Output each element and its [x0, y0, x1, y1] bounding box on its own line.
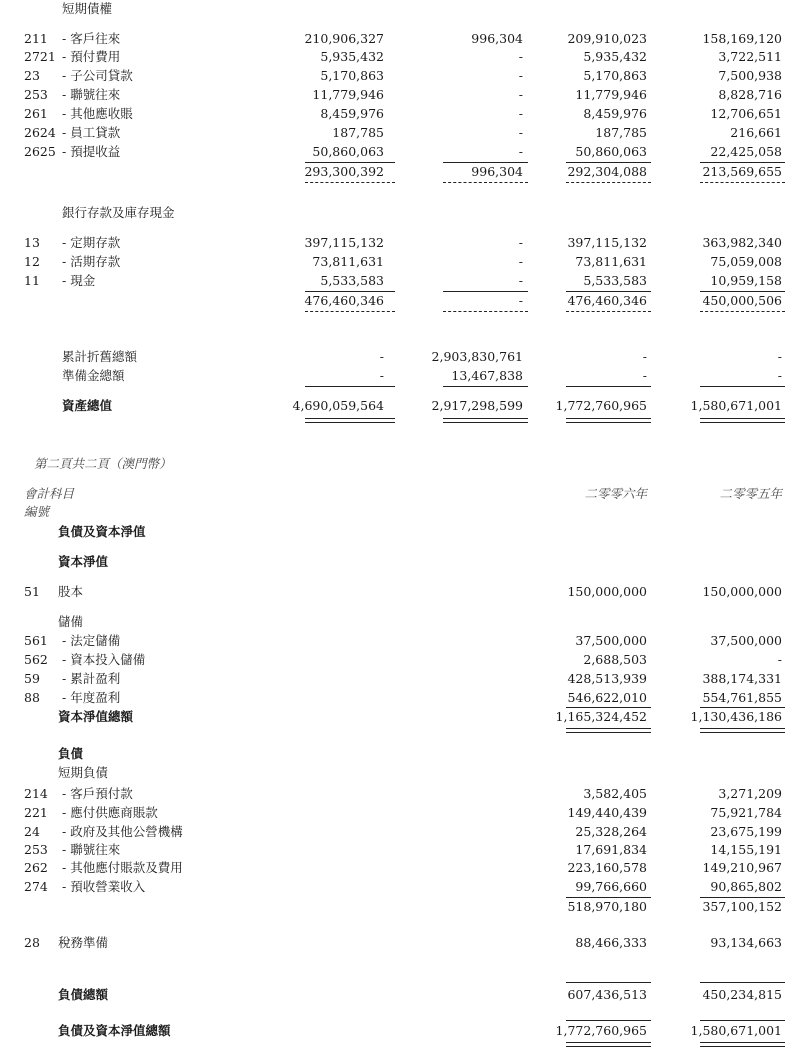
amount-2006: 1,772,760,965: [555, 1023, 647, 1038]
amount-2006: 223,160,578: [567, 860, 647, 875]
account-label: - 聯號往來: [62, 87, 121, 102]
year-2005-header: 二零零五年: [719, 486, 782, 501]
amount-2006: 428,513,939: [567, 671, 647, 686]
section-heading-label: 銀行存款及庫存現金: [62, 205, 175, 220]
amount-col1: 5,935,432: [320, 49, 384, 64]
account-label: 股本: [58, 584, 84, 599]
amount-2006: 1,165,324,452: [555, 709, 647, 724]
dashed-rule: [443, 311, 528, 312]
amount-col3: -: [642, 368, 647, 383]
table-row: [0, 689, 807, 707]
table-row: [0, 823, 807, 841]
amount-2006: 37,500,000: [575, 633, 647, 648]
amount-col3: 5,533,583: [583, 273, 647, 288]
amount-col2: -: [518, 273, 523, 288]
liab-equity-heading-row: [0, 523, 807, 541]
account-label: - 其他應付賬款及費用: [62, 860, 183, 875]
table-row: [0, 804, 807, 822]
table-row: [0, 143, 807, 161]
account-label: - 聯號往來: [62, 842, 121, 857]
account-label: - 其他應收賬: [62, 106, 133, 121]
amount-col3: 11,779,946: [575, 87, 647, 102]
amount-2006: 607,436,513: [567, 987, 647, 1002]
amount-2005: 150,000,000: [702, 584, 782, 599]
total-rule: [700, 982, 785, 983]
amount-col3: 73,811,631: [575, 254, 647, 269]
amount-col2: -: [518, 144, 523, 159]
account-code: 51: [24, 584, 40, 599]
equity-total-label: 資本淨值總額: [58, 709, 134, 724]
double-underline: [700, 1042, 785, 1047]
amount-col1: 397,115,132: [304, 235, 384, 250]
amount-2005: 554,761,855: [702, 690, 782, 705]
table-row: [0, 67, 807, 85]
short-liab-heading: 短期負債: [58, 765, 109, 780]
amount-2006: 88,466,333: [575, 935, 647, 950]
page-label: 第二頁共二頁（澳門幣）: [34, 456, 172, 471]
amount-col4: 363,982,340: [702, 235, 782, 250]
total-col4: 1,580,671,001: [690, 398, 782, 413]
account-label: - 年度盈利: [62, 690, 121, 705]
total-rule: [566, 386, 651, 387]
section-heading-short-term-receivables: [0, 0, 807, 18]
amount-col2: -: [518, 254, 523, 269]
total-rule: [566, 982, 651, 983]
amount-2006: 149,440,439: [567, 805, 647, 820]
dashed-rule: [700, 311, 785, 312]
amount-col3: -: [642, 349, 647, 364]
amount-2006: 546,622,010: [567, 690, 647, 705]
account-label: 準備金總額: [62, 368, 125, 383]
short-liab-total-row: [0, 898, 807, 916]
account-number-header: 編號: [24, 504, 50, 519]
amount-2005: 1,130,436,186: [690, 709, 782, 724]
amount-col3: 5,935,432: [583, 49, 647, 64]
amount-2005: 3,271,209: [718, 786, 782, 801]
amount-col2: 2,903,830,761: [431, 349, 523, 364]
account-code: 88: [24, 690, 40, 705]
account-label: - 客戶往來: [62, 31, 121, 46]
amount-col2: -: [518, 125, 523, 140]
subtotal-col2: -: [518, 293, 523, 308]
amount-col3: 209,910,023: [567, 31, 647, 46]
account-label: 累計折舊總額: [62, 349, 138, 364]
amount-2005: 37,500,000: [710, 633, 782, 648]
subtotal-row: [0, 292, 807, 310]
account-code: 262: [24, 860, 48, 875]
double-underline: [305, 418, 395, 423]
tax-provision-row: [0, 934, 807, 952]
table-row-depreciation: [0, 348, 807, 366]
account-label: - 預提收益: [62, 144, 121, 159]
amount-col4: 158,169,120: [702, 31, 782, 46]
amount-col1: 73,811,631: [312, 254, 384, 269]
table-row: [0, 632, 807, 650]
amount-col4: 8,828,716: [718, 87, 782, 102]
amount-col2: -: [518, 68, 523, 83]
account-code: 561: [24, 633, 48, 648]
equity-heading-row: [0, 553, 807, 571]
amount-2006: 25,328,264: [575, 824, 647, 839]
account-label: - 客戶預付款: [62, 786, 133, 801]
account-label: - 活期存款: [62, 254, 121, 269]
account-label: - 政府及其他公營機構: [62, 824, 183, 839]
table-row: [0, 105, 807, 123]
account-label: - 現金: [62, 273, 96, 288]
account-code: 274: [24, 879, 48, 894]
amount-2005: 450,234,815: [702, 987, 782, 1002]
amount-col1: -: [379, 368, 384, 383]
total-rule: [443, 386, 528, 387]
grand-total-row: [0, 1022, 807, 1040]
amount-2005: 357,100,152: [702, 899, 782, 914]
table-row: [0, 253, 807, 271]
table-row: [0, 234, 807, 252]
table-row: [0, 785, 807, 803]
subtotal-col2: 996,304: [471, 164, 523, 179]
dashed-rule: [443, 182, 528, 183]
subtotal-col1: 476,460,346: [304, 293, 384, 308]
amount-col4: 12,706,651: [710, 106, 782, 121]
subtotal-row: [0, 163, 807, 181]
amount-col4: 75,059,008: [710, 254, 782, 269]
subtotal-col3: 476,460,346: [567, 293, 647, 308]
liab-equity-heading: 負債及資本淨值: [58, 524, 146, 539]
total-rule: [700, 1020, 785, 1021]
double-underline: [700, 418, 785, 423]
table-row: [0, 272, 807, 290]
amount-2005: -: [777, 652, 782, 667]
account-code: 23: [24, 68, 40, 83]
amount-2006: 150,000,000: [567, 584, 647, 599]
liabilities-heading: 負債: [58, 746, 84, 761]
account-label: - 定期存款: [62, 235, 121, 250]
dashed-rule: [305, 182, 395, 183]
subtotal-col1: 293,300,392: [304, 164, 384, 179]
amount-col3: 8,459,976: [583, 106, 647, 121]
dashed-rule: [566, 311, 651, 312]
dashed-rule: [305, 311, 395, 312]
account-code: 253: [24, 842, 48, 857]
short-liab-heading-row: [0, 764, 807, 782]
account-label: - 子公司貸款: [62, 68, 133, 83]
account-label: - 資本投入儲備: [62, 652, 146, 667]
subtotal-col4: 213,569,655: [702, 164, 782, 179]
year-2006-header: 二零零六年: [584, 486, 647, 501]
amount-col1: 8,459,976: [320, 106, 384, 121]
table-row: [0, 859, 807, 877]
reserves-heading: 儲備: [58, 614, 84, 629]
amount-col1: 187,785: [332, 125, 384, 140]
amount-2005: 75,921,784: [710, 805, 782, 820]
account-code: 12: [24, 254, 40, 269]
total-assets-row: [0, 397, 807, 415]
amount-col3: 50,860,063: [575, 144, 647, 159]
amount-col4: 7,500,938: [718, 68, 782, 83]
amount-2005: 90,865,802: [710, 879, 782, 894]
table-row: [0, 841, 807, 859]
table-row: [0, 48, 807, 66]
account-code: 211: [24, 31, 48, 46]
page-label-row: [0, 455, 807, 473]
account-code: 214: [24, 786, 48, 801]
amount-col3: 397,115,132: [567, 235, 647, 250]
table-row: [0, 124, 807, 142]
reserves-heading-row: [0, 613, 807, 631]
account-label: - 預收營業收入: [62, 879, 146, 894]
account-label: - 累計盈利: [62, 671, 121, 686]
account-code: 253: [24, 87, 48, 102]
double-underline: [566, 1042, 651, 1047]
amount-col1: 50,860,063: [312, 144, 384, 159]
amount-col2: -: [518, 87, 523, 102]
section-heading-bank-deposits: [0, 204, 807, 222]
amount-col1: -: [379, 349, 384, 364]
liab-total-row: [0, 986, 807, 1004]
account-title-header: 會計科目: [24, 486, 75, 501]
table-row: [0, 651, 807, 669]
total-rule: [566, 1020, 651, 1021]
amount-2006: 518,970,180: [567, 899, 647, 914]
amount-col2: -: [518, 106, 523, 121]
amount-col1: 11,779,946: [312, 87, 384, 102]
grand-total-label: 負債及資本淨值總額: [58, 1023, 171, 1038]
dashed-rule: [700, 182, 785, 183]
table-row: [0, 670, 807, 688]
column-header-row: [0, 485, 807, 503]
amount-2005: 23,675,199: [710, 824, 782, 839]
table-row: [0, 878, 807, 896]
amount-col1: 5,170,863: [320, 68, 384, 83]
amount-2006: 99,766,660: [575, 879, 647, 894]
amount-2005: 93,134,663: [710, 935, 782, 950]
share-capital-row: [0, 583, 807, 601]
equity-total-row: [0, 708, 807, 726]
amount-col4: 216,661: [730, 125, 782, 140]
amount-col2: 996,304: [471, 31, 523, 46]
amount-2005: 1,580,671,001: [690, 1023, 782, 1038]
dashed-rule: [566, 182, 651, 183]
amount-col1: 210,906,327: [304, 31, 384, 46]
double-underline: [566, 418, 651, 423]
total-col2: 2,917,298,599: [431, 398, 523, 413]
account-label: - 員工貸款: [62, 125, 121, 140]
double-underline: [700, 728, 785, 733]
total-col1: 4,690,059,564: [292, 398, 384, 413]
amount-col1: 5,533,583: [320, 273, 384, 288]
total-assets-label: 資產總值: [62, 398, 113, 413]
amount-col2: 13,467,838: [451, 368, 523, 383]
amount-col2: -: [518, 49, 523, 64]
amount-col4: 3,722,511: [718, 49, 782, 64]
amount-col3: 5,170,863: [583, 68, 647, 83]
table-row: [0, 30, 807, 48]
account-code: 2624: [24, 125, 56, 140]
amount-2006: 17,691,834: [575, 842, 647, 857]
amount-col3: 187,785: [595, 125, 647, 140]
total-rule: [700, 386, 785, 387]
account-code: 24: [24, 824, 40, 839]
section-heading-label: 短期債權: [62, 1, 113, 16]
account-code: 11: [24, 273, 40, 288]
amount-col4: -: [777, 368, 782, 383]
account-label: 稅務準備: [58, 935, 109, 950]
amount-col4: 10,959,158: [710, 273, 782, 288]
liabilities-heading-row: [0, 745, 807, 763]
account-label: - 預付費用: [62, 49, 121, 64]
account-label: - 法定儲備: [62, 633, 121, 648]
amount-col4: -: [777, 349, 782, 364]
account-code: 28: [24, 935, 40, 950]
account-code: 261: [24, 106, 48, 121]
table-row-provisions: [0, 367, 807, 385]
account-code: 221: [24, 805, 48, 820]
subtotal-col3: 292,304,088: [567, 164, 647, 179]
subtotal-col4: 450,000,506: [702, 293, 782, 308]
total-col3: 1,772,760,965: [555, 398, 647, 413]
account-code: 562: [24, 652, 48, 667]
amount-col2: -: [518, 235, 523, 250]
amount-2005: 388,174,331: [702, 671, 782, 686]
account-label: - 應付供應商賬款: [62, 805, 158, 820]
total-rule: [305, 386, 395, 387]
amount-2006: 2,688,503: [583, 652, 647, 667]
amount-2005: 14,155,191: [710, 842, 782, 857]
account-code: 2625: [24, 144, 56, 159]
account-code: 2721: [24, 49, 56, 64]
amount-2005: 149,210,967: [702, 860, 782, 875]
table-row: [0, 86, 807, 104]
account-code: 59: [24, 671, 40, 686]
equity-heading: 資本淨值: [58, 554, 109, 569]
number-header-row: [0, 503, 807, 521]
amount-2006: 3,582,405: [583, 786, 647, 801]
double-underline: [566, 728, 651, 733]
amount-col4: 22,425,058: [710, 144, 782, 159]
double-underline: [443, 418, 528, 423]
liab-total-label: 負債總額: [58, 987, 109, 1002]
account-code: 13: [24, 235, 40, 250]
